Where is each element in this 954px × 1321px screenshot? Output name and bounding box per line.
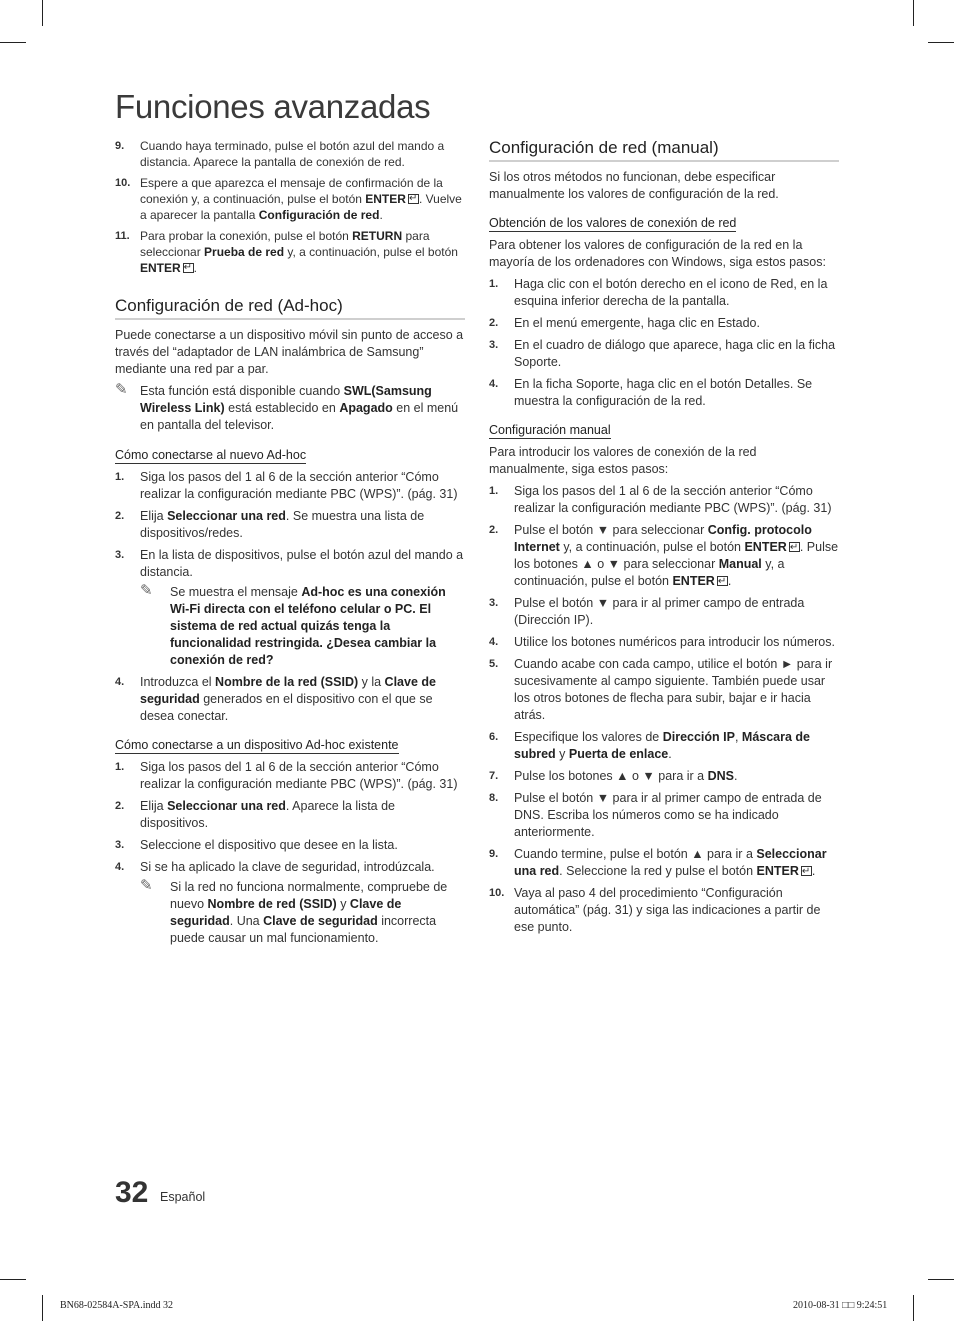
step-text: En la lista de dispositivos, pulse el botón azul del mando a distancia.	[140, 548, 464, 579]
field-name: Clave de seguridad	[140, 675, 436, 706]
step-text: Cuando acabe con cada campo, utilice el botón ► para ir sucesivamente al campo siguiente. También puede usar los otros botones de flecha para subir, bajar e ir hacia atrás.	[514, 657, 833, 722]
list-item	[489, 337, 839, 371]
note-text: Si la red no funciona normalmente, compruebe de nuevo	[170, 880, 448, 911]
crop-mark	[928, 42, 954, 43]
step-text: En el cuadro de diálogo que aparece, haga clic en la ficha Soporte.	[514, 338, 836, 369]
note-text: Se muestra el mensaje	[170, 585, 302, 599]
step-text: En el menú emergente, haga clic en Estado.	[514, 316, 760, 330]
section-title-adhoc: Configuración de red (Ad-hoc)	[115, 296, 465, 320]
note-text: Esta función está disponible cuando	[140, 384, 344, 398]
field-name: Clave de seguridad	[170, 897, 402, 928]
step-text: Especifique los valores de	[514, 730, 663, 744]
step-text: . Seleccione la red y pulse el botón	[559, 864, 757, 878]
manual-intro: Si los otros métodos no funcionan, debe especificar manualmente los valores de configuración de la red.	[489, 170, 779, 201]
pencil-icon: ✎	[140, 877, 153, 894]
enter-label: ENTER	[744, 540, 787, 554]
step-number: 7.	[489, 770, 499, 782]
note-text: y	[336, 897, 350, 911]
step-text: . Vuelve a aparecer la pantalla	[140, 192, 462, 222]
step-text: Cuando termine, pulse el botón ▲ para ir a	[514, 847, 757, 861]
step-number: 4.	[115, 676, 125, 688]
subtitle-manual-config: Configuración manual	[489, 423, 611, 437]
list-item	[115, 547, 465, 669]
list-item	[115, 469, 465, 503]
subtitle-new-adhoc: Cómo conectarse al nuevo Ad-hoc	[115, 448, 307, 462]
message-text: Ad-hoc es una conexión Wi-Fi directa con el teléfono celular o PC. El sistema de red actual quizás tenga la funcionalidad restringida. ¿Desea cambiar la conexión de red?	[170, 585, 446, 667]
enter-label: ENTER	[672, 574, 715, 588]
step-text: .	[668, 747, 672, 761]
pencil-icon: ✎	[140, 582, 153, 599]
field-name: Nombre de la red (SSID)	[215, 675, 359, 689]
step-number: 2.	[115, 800, 125, 812]
step-text: Introduzca el	[140, 675, 216, 689]
list-item	[489, 595, 839, 629]
step-number: 4.	[115, 861, 125, 873]
note	[115, 383, 465, 434]
step-text: .	[734, 769, 738, 783]
step-text: y la	[358, 675, 385, 689]
slug-file: BN68-02584A-SPA.indd 32	[60, 1300, 173, 1311]
menu-name: Seleccionar una red	[167, 799, 286, 813]
step-number: 3.	[115, 549, 125, 561]
list-item	[489, 846, 839, 880]
step-number: 1.	[489, 278, 499, 290]
step-number: 11.	[115, 230, 130, 242]
field-name: Nombre de red (SSID)	[207, 897, 337, 911]
step-text: y, a continuación, pulse el botón	[514, 557, 785, 588]
enter-label: ENTER	[140, 261, 181, 275]
step-text: ,	[734, 730, 742, 744]
list-item	[115, 175, 465, 223]
new-adhoc-steps	[115, 469, 465, 725]
note-text: . Una	[229, 914, 264, 928]
step-number: 3.	[489, 339, 499, 351]
chapter-title: Funciones avanzadas	[115, 88, 431, 125]
crop-mark	[0, 42, 26, 43]
field-name: Clave de seguridad	[263, 914, 378, 928]
menu-name: Prueba de red	[204, 245, 285, 259]
subtitle-existing-adhoc: Cómo conectarse a un dispositivo Ad-hoc existente	[115, 738, 399, 752]
step-text: .	[193, 261, 198, 275]
list-item	[115, 837, 465, 854]
step-text: .	[727, 574, 732, 588]
manual-steps	[489, 483, 839, 936]
step-number: 9.	[115, 140, 125, 152]
crop-mark	[42, 1295, 43, 1321]
step-text: generados en el dispositivo con el que se desea conectar.	[140, 692, 433, 723]
step-number: 9.	[489, 848, 499, 860]
page-language: Español	[160, 1190, 206, 1204]
step-number: 6.	[489, 731, 499, 743]
step-number: 5.	[489, 658, 499, 670]
step-text: Pulse los botones ▲ o ▼ para ir a	[514, 769, 708, 783]
list-item	[489, 376, 839, 410]
step-text: Pulse el botón ▼ para ir al primer campo de entrada (Dirección IP).	[514, 596, 805, 627]
step-text: Pulse el botón ▼ para seleccionar	[514, 523, 708, 537]
menu-value: Manual	[718, 557, 762, 571]
list-item	[115, 759, 465, 793]
list-item	[489, 768, 839, 785]
list-item	[489, 634, 839, 651]
list-item	[115, 798, 465, 832]
list-item	[489, 522, 839, 590]
step-text: Vaya al paso 4 del procedimiento “Configuración automática” (pág. 31) y siga las indicaciones a partir de ese punto.	[514, 886, 821, 934]
step-text: Utilice los botones numéricos para introducir los números.	[514, 635, 835, 649]
field-name: Máscara de subred	[514, 730, 811, 761]
field-name: Dirección IP	[662, 730, 735, 744]
step-number: 2.	[489, 524, 499, 536]
step-text: y, a continuación, pulse el botón	[559, 540, 745, 554]
menu-name: Config. protocolo Internet	[514, 523, 812, 554]
step-text: Elija	[140, 799, 168, 813]
step-text: Siga los pasos del 1 al 6 de la sección anterior “Cómo realizar la configuración mediante PBC (WPS)”. (pág. 31)	[514, 484, 832, 515]
steps-top-list	[115, 138, 465, 276]
note-text: está establecido en	[224, 401, 340, 415]
note-text: en el menú en pantalla del televisor.	[140, 401, 459, 432]
step-number: 2.	[489, 317, 499, 329]
list-item	[115, 859, 465, 947]
step-text: Siga los pasos del 1 al 6 de la sección anterior “Cómo realizar la configuración mediante PBC (WPS)”. (pág. 31)	[140, 760, 458, 791]
step-text: Pulse el botón ▼ para ir al primer campo de entrada de DNS. Escriba los números como se ha indicado anteriormente.	[514, 791, 822, 839]
slug-date: 2010-08-31 □□ 9:24:51	[793, 1300, 888, 1311]
list-item	[115, 674, 465, 725]
obtain-intro: Para obtener los valores de configuración de la red en la mayoría de los ordenadores con Windows, siga estos pasos:	[489, 238, 826, 269]
page-number: 32	[115, 1176, 149, 1209]
enter-icon	[789, 542, 800, 552]
crop-mark	[0, 1279, 26, 1280]
step-text: Espere a que aparezca el mensaje de confirmación de la conexión y, a continuación, pulse el botón	[140, 176, 443, 206]
step-text: Elija	[140, 509, 168, 523]
step-number: 8.	[489, 792, 499, 804]
enter-label: ENTER	[756, 864, 799, 878]
step-number: 1.	[489, 485, 499, 497]
list-item	[115, 228, 465, 276]
note-text: incorrecta puede causar un mal funcionamiento.	[170, 914, 437, 945]
field-name: DNS	[707, 769, 734, 783]
step-text: .	[811, 864, 816, 878]
step-text: Haga clic con el botón derecho en el icono de Red, en la esquina inferior derecha de la pantalla.	[514, 277, 828, 308]
note	[140, 879, 465, 947]
step-text: Seleccione el dispositivo que desee en la lista.	[140, 838, 398, 852]
step-text: para seleccionar	[140, 229, 430, 259]
step-text: y, a continuación, pulse el botón	[284, 245, 458, 259]
screen-name: Configuración de red	[258, 208, 380, 222]
right-column	[489, 138, 839, 941]
crop-mark	[913, 0, 914, 26]
enter-icon	[717, 576, 728, 586]
note	[140, 584, 465, 669]
field-name: Puerta de enlace	[568, 747, 669, 761]
step-text: Cuando haya terminado, pulse el botón azul del mando a distancia. Aparece la pantalla de conexión de red.	[140, 139, 445, 169]
step-number: 1.	[115, 761, 125, 773]
enter-icon	[408, 194, 419, 204]
crop-mark	[42, 0, 43, 26]
step-text: Siga los pasos del 1 al 6 de la sección anterior “Cómo realizar la configuración mediante PBC (WPS)”. (pág. 31)	[140, 470, 458, 501]
step-text: . Aparece la lista de dispositivos.	[140, 799, 396, 830]
step-text: .	[379, 208, 383, 222]
step-text: y	[555, 747, 569, 761]
step-number: 10.	[115, 177, 131, 189]
pencil-icon: ✎	[115, 381, 128, 398]
list-item	[489, 315, 839, 332]
step-text: Si se ha aplicado la clave de seguridad, introdúzcala.	[140, 860, 435, 874]
obtain-steps	[489, 276, 839, 410]
subtitle-obtain-values: Obtención de los valores de conexión de red	[489, 216, 737, 230]
step-number: 10.	[489, 887, 505, 899]
enter-icon	[183, 263, 194, 273]
step-number: 4.	[489, 636, 499, 648]
step-number: 1.	[115, 471, 125, 483]
step-text: En la ficha Soporte, haga clic en el botón Detalles. Se muestra la configuración de la red.	[514, 377, 813, 408]
step-number: 3.	[489, 597, 499, 609]
left-column	[115, 138, 465, 952]
section-title-manual: Configuración de red (manual)	[489, 138, 839, 162]
menu-name: Seleccionar una red	[167, 509, 286, 523]
enter-label: ENTER	[365, 192, 406, 206]
list-item	[489, 656, 839, 724]
list-item	[489, 276, 839, 310]
step-number: 2.	[115, 510, 125, 522]
adhoc-intro: Puede conectarse a un dispositivo móvil sin punto de acceso a través del “adaptador de LAN inalámbrica de Samsung” mediante una red par a par.	[115, 328, 464, 376]
enter-icon	[801, 866, 812, 876]
menu-name: Seleccionar una red	[514, 847, 827, 878]
list-item	[489, 790, 839, 841]
menu-name: SWL(Samsung Wireless Link)	[140, 384, 432, 415]
step-text: Para probar la conexión, pulse el botón	[140, 229, 353, 243]
step-number: 4.	[489, 378, 499, 390]
step-text: . Se muestra una lista de dispositivos/redes.	[140, 509, 425, 540]
existing-adhoc-steps	[115, 759, 465, 947]
step-text: . Pulse los botones ▲ o ▼ para seleccionar	[514, 540, 839, 571]
list-item	[115, 138, 465, 170]
crop-mark	[928, 1279, 954, 1280]
list-item	[489, 729, 839, 763]
return-label: RETURN	[352, 229, 403, 243]
menu-value: Apagado	[339, 401, 393, 415]
list-item	[489, 483, 839, 517]
list-item	[115, 508, 465, 542]
list-item	[489, 885, 839, 936]
crop-mark	[913, 1295, 914, 1321]
manual-config-intro: Para introducir los valores de conexión de la red manualmente, siga estos pasos:	[489, 445, 757, 476]
step-number: 3.	[115, 839, 125, 851]
